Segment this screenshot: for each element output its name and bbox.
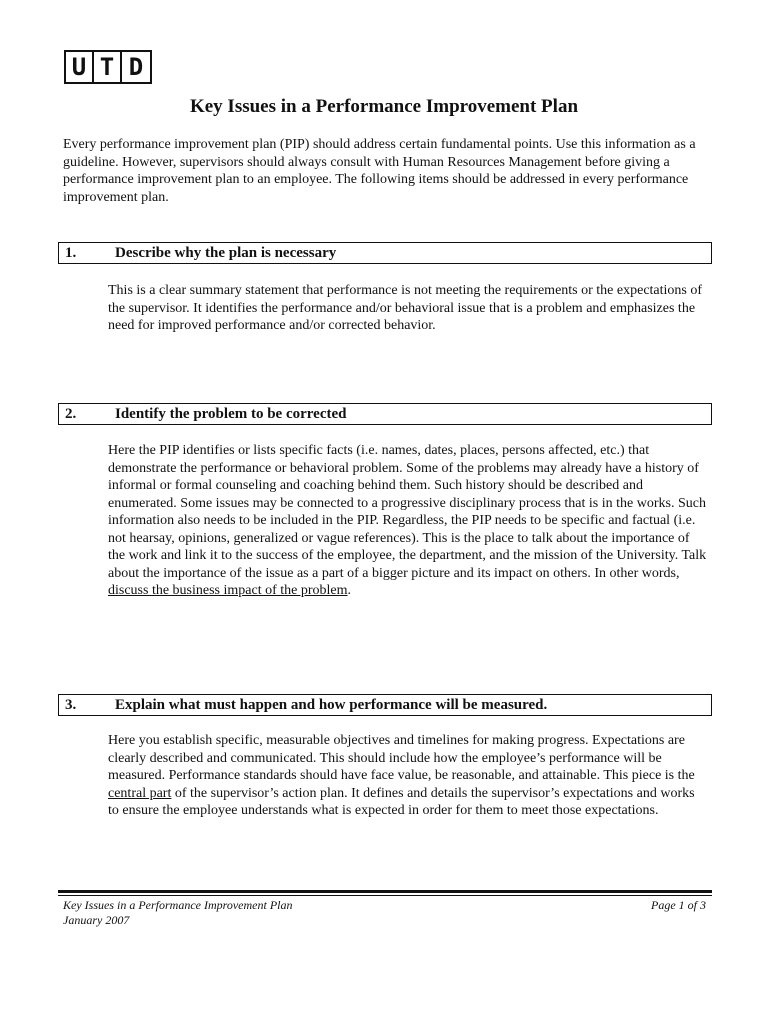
- footer-left: [63, 898, 293, 928]
- footer-date: January 2007: [63, 913, 130, 927]
- section-2-body: [108, 442, 708, 600]
- business-impact-underline: discuss the business impact of the problem: [108, 583, 348, 598]
- section-3-body: [108, 732, 708, 820]
- section-1-number: 1.: [65, 244, 77, 261]
- section-1-header: [58, 242, 712, 264]
- section-2-heading: Identify the problem to be corrected: [115, 405, 347, 422]
- section-2-header: [58, 403, 712, 425]
- central-part-underline: central part: [108, 785, 172, 801]
- section-3-number: 3.: [65, 696, 77, 713]
- logo-letter-t: T: [94, 50, 122, 84]
- section-3-heading: Explain what must happen and how performance will be measured.: [115, 696, 548, 713]
- footer-rule-thick: [58, 890, 712, 893]
- section-2-text: Here the PIP identifies or lists specific facts (i.e. names, dates, places, persons affected, etc.) that demonstrate the performance or behavioral problem. Some of the problems may already have a history of informal or formal counseling and coaching behind them. Such history should be described and enumerated. Some issues may be connected to a progressive disciplinary process that is in the works. Such information also needs to be included in the PIP. Regardless, the PIP needs to be specific and factual (i.e. not hearsay, opinions, generalized or vague references). This is the place to talk about the importance of the work and link it to the success of the employee, the department, and the mission of the University. Talk about the importance of the issue as a part of a bigger picture and its impact on others. In other words,: [108, 443, 707, 581]
- section-3-header: [58, 694, 712, 716]
- section-2-number: 2.: [65, 405, 77, 422]
- section-3-text-end: of the supervisor’s action plan. It defines and details the supervisor’s expectations and works to ensure the employee understands what is expected in order for them to meet those expectations.: [108, 785, 695, 818]
- intro-paragraph: Every performance improvement plan (PIP) should address certain fundamental points. Use this information as a guideline. However, supervisors should always consult with Human Resources Management before giving a performance improvement plan to an employee. The following items should be addressed in every performance improvement plan.: [63, 137, 696, 205]
- section-3-text: Here you establish specific, measurable objectives and timelines for making progress. Expectations are clearly described and communicated. This should include how the employee’s performance will be measured. Performance standards should have face value, be reasonable, and attainable. This piece is the: [108, 733, 695, 783]
- section-2-text-end: .: [347, 583, 352, 598]
- footer-rule-thin: [58, 895, 712, 896]
- section-1-body: This is a clear summary statement that performance is not meeting the requirements or the expectations of the supervisor. It identifies the performance and/or behavioral issue that is a problem and emphasizes the need for improved performance and/or corrected behavior.: [108, 283, 703, 333]
- section-1-heading: Describe why the plan is necessary: [115, 244, 337, 261]
- logo-letter-u: U: [64, 50, 94, 84]
- footer-doc-title: Key Issues in a Performance Improvement Plan: [63, 898, 293, 912]
- page-title: Key Issues in a Performance Improvement Plan: [189, 96, 579, 117]
- footer-page-number: Page 1 of 3: [651, 898, 706, 912]
- utd-logo: [64, 50, 156, 84]
- logo-letter-d: D: [122, 50, 152, 84]
